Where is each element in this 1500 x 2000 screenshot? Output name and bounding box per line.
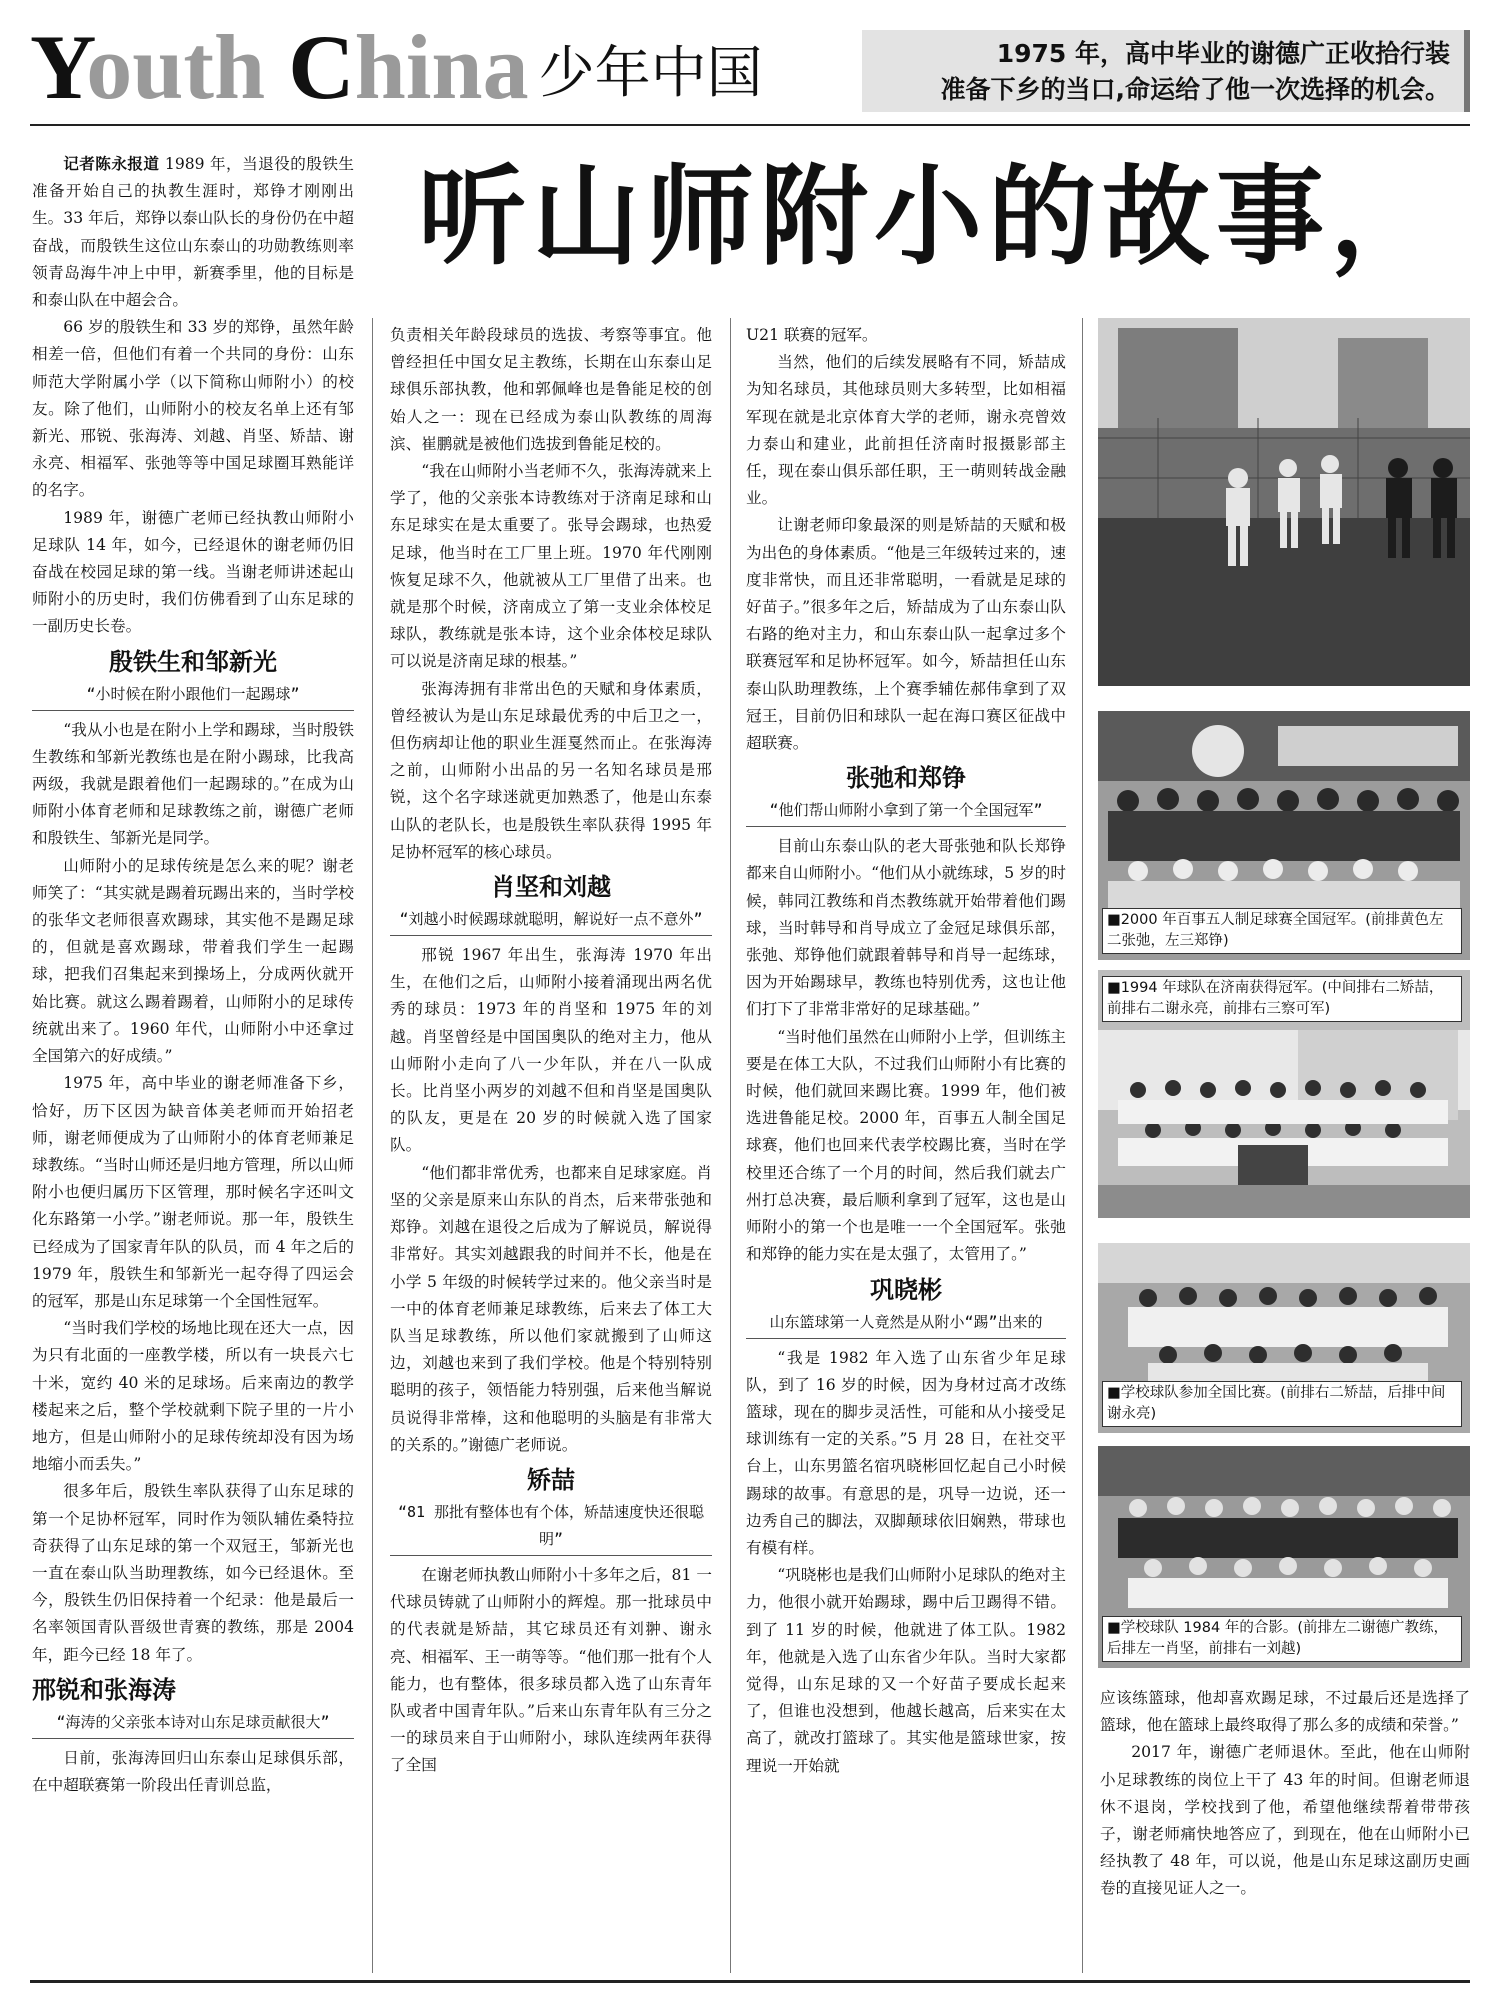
photo-kids-playing-football — [1098, 318, 1470, 686]
photo-caption: ■1994 年球队在济南获得冠军。(中间排右二矫喆，前排右二谢永亮，前排右三察可军) — [1102, 976, 1462, 1022]
byline: 记者陈永报道 — [63, 154, 160, 173]
paragraph: 张海涛拥有非常出色的天赋和身体素质，曾经被认为是山东足球最优秀的中后卫之一，但伤病却让他的职业生涯戛然而止。在张海涛之前，山师附小出品的另一名知名球员是邢锐，这个名字球迷就更加熟悉了，他是山东泰山队的老队长，也是殷铁生率队获得 1995 年足协杯冠军的核心球员。 — [390, 679, 712, 861]
paragraph: “他们都非常优秀，也都来自足球家庭。肖坚的父亲是原来山东队的肖杰，后来带张弛和郑铮。刘越在退役之后成为了解说员，解说得非常好。其实刘越跟我的时间并不长，他是在小学 5 年级的时候转学过来的。他父亲当时是一中的体育老师兼足球教练，后来去了体工大队当足球教练，所以他们家就搬到了山师这边，刘越也来到了我们学校。他是个特别特别聪明的孩子，领悟能力特别强，后来他当解说员说得非常棒，这和他聪明的头脑是有非常大的关系的。”谢德广老师说。 — [390, 1163, 712, 1454]
section-title: 巩晓彬 — [870, 1275, 942, 1304]
paragraph: “我是 1982 年入选了山东省少年足球队，到了 16 岁的时候，因为身材过高才改练篮球，现在的脚步灵活性，可能和从小接受足球训练有一定的关系。”5 月 28 日，在社交平台上，山东男篮名宿巩晓彬回忆起自己小时候踢球的故事。有意思的是，巩导一边说，还一边秀自己的脚法，双脚颠球依旧娴熟，带球也有模有样。 — [746, 1348, 1066, 1557]
article-column-1 — [32, 150, 354, 1799]
logo-outh: outh — [86, 16, 289, 118]
photo-caption: ■学校球队参加全国比赛。(前排右二矫喆，后排中间谢永亮) — [1102, 1381, 1462, 1427]
paragraph: 66 岁的殷铁生和 33 岁的郑铮，虽然年龄相差一倍，但他们有着一个共同的身份：山东师范大学附属小学（以下简称山师附小）的校友。除了他们，山师附小的校友名单上还有邹新光、邢锐、张海涛、刘越、肖坚、矫喆、谢永亮、相福军、张弛等等中国足球圈耳熟能详的名字。 — [32, 318, 354, 500]
paragraph: 在谢老师执教山师附小十多年之后，81 一代球员铸就了山师附小的辉煌。那一批球员中的代表就是矫喆，其它球员还有刘翀、谢永亮、相福军、王一萌等等。“他们那一批有个人能力，也有整体，很多球员都入选了山东青年队或者中国青年队。”后来山东青年队有三分之一的球员来自于山师附小，球队连续两年获得了全国 — [390, 1565, 712, 1775]
paragraph: “巩晓彬也是我们山师附小足球队的绝对主力，他很小就开始踢球，踢中后卫踢得不错。到了 11 岁的时候，他就进了体工队。1982 年，他就是入选了山东省少年队。当时大家都觉得，山东足球的又一个好苗子要成长起来了，但谁也没想到，他越长越高，后来实在太高了，就改打篮球了。其实他是篮球世家，按理说一开始就 — [746, 1566, 1066, 1775]
paragraph: 邢锐 1967 年出生，张海涛 1970 年出生，在他们之后，山师附小接着涌现出两名优秀的球员：1973 年的肖坚和 1975 年的刘越。肖坚曾经是中国国奥队的绝对主力，他从山师附小走向了八一少年队，并在八一队成长。比肖坚小两岁的刘越不但和肖坚是国奥队的队友，更是在 20 岁的时候就入选了国家队。 — [390, 946, 712, 1155]
paragraph: 日前，张海涛回归山东泰山足球俱乐部，在中超联赛第一阶段出任青训总监， — [32, 1748, 354, 1794]
photo-kids-playing-football-image — [1098, 318, 1470, 686]
logo-chinese: 少年中国 — [538, 41, 763, 106]
paragraph: U21 联赛的冠军。 — [746, 326, 878, 344]
paragraph: 应该练篮球，他却喜欢踢足球，不过最后还是选择了篮球，他在篮球上最终取得了那么多的成绩和荣誉。” — [1100, 1689, 1470, 1735]
article-column-4 — [1100, 1685, 1470, 1903]
paragraph: 让谢老师印象最深的则是矫喆的天赋和极为出色的身体素质。“他是三年级转过来的，速度非常快，而且还非常聪明，一看就是足球的好苗子。”很多年之后，矫喆成为了山东泰山队右路的绝对主力，和山东泰山队一起拿过多个联赛冠军和足协杯冠军。如今，矫喆担任山东泰山队助理教练，上个赛季辅佐郝伟拿到了双冠王，目前仍旧和球队一起在海口赛区征战中超联赛。 — [746, 516, 1066, 753]
section-subtitle: “海涛的父亲张本诗对山东足球贡献很大” — [32, 1709, 354, 1739]
section-subtitle: “刘越小时候踢球就聪明，解说好一点不意外” — [390, 906, 712, 936]
photo-1984-team — [1098, 1446, 1470, 1668]
paragraph: 目前山东泰山队的老大哥张弛和队长郑铮都来自山师附小。“他们从小就练球，5 岁的时候，韩同江教练和肖杰教练就开始带着他们踢球，当时韩导和肖导成立了金冠足球俱乐部，张弛、郑铮他们就跟着韩导和肖导一起练球，因为开始踢球早，教练也特别优秀，这也让他们打下了非常非常好的足球基础。” — [746, 837, 1066, 1019]
paragraph — [32, 150, 354, 314]
column-divider-3 — [1082, 318, 1083, 1973]
section-subtitle: “81 那批有整体也有个体，矫喆速度快还很聪明” — [390, 1499, 712, 1556]
logo-hina: hina — [354, 16, 529, 118]
column-divider-1 — [372, 318, 373, 1973]
photo-1994-champions — [1098, 970, 1470, 1218]
article-column-2 — [390, 322, 712, 1780]
photo-national-tournament — [1098, 1243, 1470, 1433]
paragraph: “我从小也是在附小上学和踢球，当时殷铁生教练和邹新光教练也是在附小踢球，比我高两级，我就是跟着他们一起踢球的。”在成为山师附小体育老师和足球教练之前，谢德广老师和殷铁生、邹新光是同学。 — [32, 720, 354, 848]
section-title: 邢锐和张海涛 — [32, 1675, 176, 1704]
teaser-line-1: 1975 年，高中毕业的谢德广正收拾行装 — [996, 39, 1450, 68]
teaser-box — [862, 30, 1470, 112]
logo-letter-c: C — [288, 16, 355, 118]
paragraph: 很多年后，殷铁生率队获得了山东足球的第一个足协杯冠军，同时作为领队辅佐桑特拉奇获得了山东足球的第一个双冠王，邹新光也一直在泰山队当助理教练，如今已经退休。至今，殷铁生仍旧保持着一个纪录：他是最后一名率领国青队晋级世青赛的教练，那是 2004 年，距今已经 18 年了。 — [32, 1482, 354, 1664]
paragraph: 2017 年，谢德广老师退休。至此，他在山师附小足球教练的岗位上干了 43 年的时间。但谢老师退休不退岗，学校找到了他，希望他继续帮着带带孩子，谢老师痛快地答应了，到现在，他在山师附小已经执教了 48 年，可以说，他是山东足球这副历史画卷的直接见证人之一。 — [1100, 1743, 1470, 1898]
logo-letter-y: Y — [30, 16, 87, 118]
teaser-line-2: 准备下乡的当口,命运给了他一次选择的机会。 — [940, 75, 1450, 104]
section-subtitle: “他们帮山师附小拿到了第一个全国冠军” — [746, 797, 1066, 827]
paragraph-text: 1989 年，当退役的殷铁生准备开始自己的执教生涯时，郑铮才刚刚出生。33 年后，郑铮以泰山队长的身份仍在中超奋战，而殷铁生这位山东泰山的功勋教练则率领青岛海牛冲上中甲，新赛季里，他的目标是和泰山队在中超会合。 — [32, 155, 354, 310]
paragraph: 1975 年，高中毕业的谢老师准备下乡，恰好，历下区因为缺音体美老师而开始招老师，谢老师便成为了山师附小的体育老师兼足球教练。“当时山师还是归地方管理，所以山师附小也便归属历下区管理，那时候名字还叫文化东路第一小学。”谢老师说。那一年，殷铁生已经成为了国家青年队的队员，而 4 年之后的 1979 年，殷铁生和邹新光一起夺得了四运会的冠军，那是山东足球第一个全国性冠军。 — [32, 1074, 354, 1310]
bottom-rule — [30, 1980, 1470, 1983]
headline: 听山师附小的故事， — [418, 155, 1445, 280]
section-title: 矫喆 — [527, 1465, 575, 1494]
masthead-logo — [30, 16, 860, 118]
photo-2000-champions — [1098, 711, 1470, 960]
photo-caption: ■学校球队 1984 年的合影。(前排左二谢德广教练，后排左一肖坚，前排右一刘越) — [1102, 1616, 1462, 1662]
paragraph: 1989 年，谢德广老师已经执教山师附小足球队 14 年，如今，已经退休的谢老师仍旧奋战在校园足球的第一线。当谢老师讲述起山师附小的历史时，我们仿佛看到了山东足球的一副历史长卷。 — [32, 508, 354, 636]
section-title: 殷铁生和邹新光 — [109, 647, 277, 676]
photo-caption: ■2000 年百事五人制足球赛全国冠军。(前排黄色左二张弛，左三郑铮) — [1102, 908, 1462, 954]
column-divider-2 — [730, 318, 731, 1973]
paragraph: 山师附小的足球传统是怎么来的呢？谢老师笑了：“其实就是踢着玩踢出来的，当时学校的张华文老师很喜欢踢球，其实他不是踢足球的，但就是喜欢踢球，带着我们学生一起踢球，把我们召集起来到操场上，分成两伙就开始比赛。就这么踢着踢着，山师附小的足球传统就出来了。1960 年代，山师附小中还拿过全国第六的好成绩。” — [32, 856, 354, 1066]
article-column-3 — [746, 322, 1066, 1780]
paragraph: “当时他们虽然在山师附小上学，但训练主要是在体工大队，不过我们山师附小有比赛的时候，他们就回来踢比赛。1999 年，他们被选进鲁能足校。2000 年，百事五人制全国足球赛，他们也回来代表学校踢比赛，当时在学校里还合练了一个月的时间，然后我们就去广州打总决赛，最后顺利拿到了冠军，这也是山师附小的第一个也是唯一一个全国冠军。张弛和郑铮的能力实在是太强了，太管用了。” — [746, 1027, 1066, 1264]
paragraph: “我在山师附小当老师不久，张海涛就来上学了，他的父亲张本诗教练对于济南足球和山东足球实在是太重要了。张导会踢球，也热爱足球，他当时在工厂里上班。1970 年代刚刚恢复足球不久，他就被从工厂里借了出来。也就是那个时候，济南成立了第一支业余体校足球队，教练就是张本诗，这个业余体校足球队可以说是济南足球的根基。” — [390, 462, 712, 671]
paragraph: 负责相关年龄段球员的选拔、考察等事宜。他曾经担任中国女足主教练，长期在山东泰山足球俱乐部执教，他和郭佩峰也是鲁能足校的创始人之一：现在已经成为泰山队教练的周海滨、崔鹏就是被他们选拔到鲁能足校的。 — [390, 326, 712, 453]
section-subtitle: 山东篮球第一人竟然是从附小“踢”出来的 — [746, 1309, 1066, 1339]
section-title: 肖坚和刘越 — [491, 873, 611, 902]
top-rule — [30, 124, 1470, 126]
section-subtitle: “小时候在附小跟他们一起踢球” — [32, 681, 354, 711]
section-title: 张弛和郑铮 — [846, 764, 966, 793]
paragraph: 当然，他们的后续发展略有不同，矫喆成为知名球员，其他球员则大多转型，比如相福军现在就是北京体育大学的老师，谢永亮曾效力泰山和建业，此前担任济南时报摄影部主任，现在泰山俱乐部任职，王一萌则转战金融业。 — [746, 353, 1066, 508]
paragraph: “当时我们学校的场地比现在还大一点，因为只有北面的一座教学楼，所以有一块長六七十米，宽约 40 米的足球场。后来南边的教学楼起来之后，整个学校就剩下院子里的一片小地方，但是山师附小的足球传统却没有因为场地缩小而丢失。” — [32, 1319, 354, 1474]
